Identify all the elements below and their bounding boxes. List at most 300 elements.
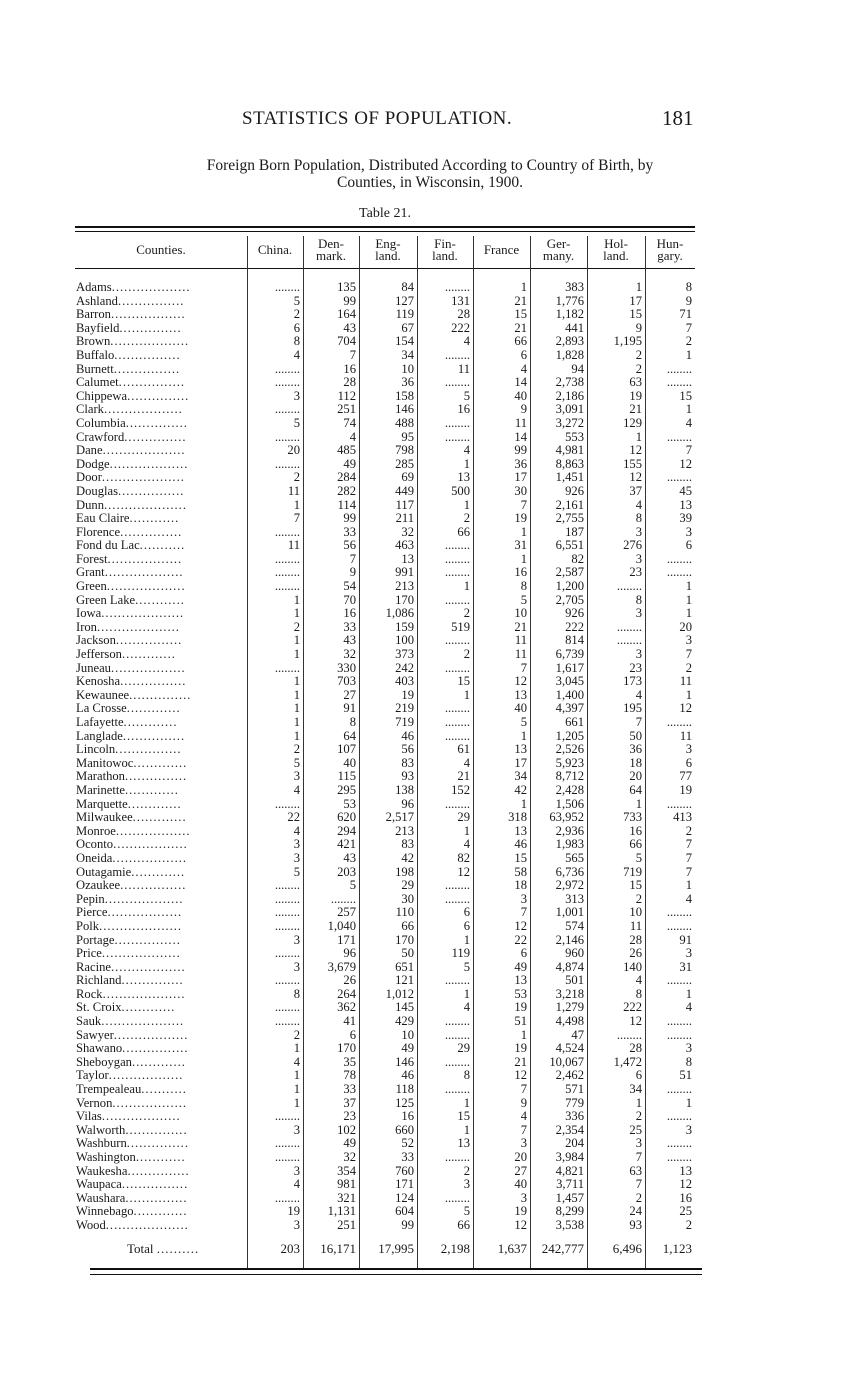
cell-holland: 195 xyxy=(623,702,642,716)
cell-germany: 6,739 xyxy=(555,648,584,662)
cell-china: 1 xyxy=(293,675,300,689)
cell-france: 40 xyxy=(514,389,527,403)
cell-denmark: 620 xyxy=(337,811,356,825)
cell-china: ........ xyxy=(274,376,300,390)
cell-germany: 565 xyxy=(565,851,584,865)
cell-china: ........ xyxy=(274,552,300,566)
cell-hungary: 2 xyxy=(685,1218,692,1232)
cell-france: 12 xyxy=(514,1069,527,1083)
cell-china: 5 xyxy=(293,294,300,308)
cell-hungary: 413 xyxy=(673,811,692,825)
cell-germany: 204 xyxy=(565,1137,584,1151)
county-name: Manitowoc............. xyxy=(76,756,188,770)
cell-denmark: 28 xyxy=(343,376,356,390)
cell-france: 7 xyxy=(520,1083,527,1097)
cell-france: 6 xyxy=(520,348,527,362)
cell-finland: ........ xyxy=(444,634,470,648)
cell-holland: 23 xyxy=(629,661,642,675)
table-row xyxy=(75,743,695,757)
cell-germany: 94 xyxy=(571,362,584,376)
cell-hungary: ........ xyxy=(666,906,692,920)
cell-finland: 61 xyxy=(457,743,470,757)
cell-holland: 1 xyxy=(635,797,642,811)
cell-hungary: ........ xyxy=(666,716,692,729)
cell-england: 146 xyxy=(395,403,414,417)
total-denmark: 16,171 xyxy=(320,1241,356,1256)
county-name: Washington............ xyxy=(76,1151,186,1164)
cell-hungary: 19 xyxy=(679,783,692,797)
cell-england: 34 xyxy=(401,348,414,362)
cell-china: 4 xyxy=(293,824,300,838)
cell-china: 6 xyxy=(293,321,300,335)
cell-england: 46 xyxy=(401,1069,414,1083)
cell-china: ........ xyxy=(274,947,300,961)
cell-germany: 4,821 xyxy=(555,1164,584,1178)
cell-finland: ........ xyxy=(444,348,470,362)
cell-finland: ........ xyxy=(444,1191,470,1205)
cell-france: 4 xyxy=(520,1110,527,1124)
cell-germany: 2,738 xyxy=(555,376,584,390)
cell-finland: 131 xyxy=(451,294,470,308)
cell-holland: 34 xyxy=(629,1083,642,1097)
cell-england: 50 xyxy=(401,947,414,961)
bottom-rule-thick xyxy=(90,1268,702,1270)
table-row xyxy=(75,716,695,730)
cell-finland: ........ xyxy=(444,974,470,988)
cell-holland: ........ xyxy=(616,1028,642,1042)
cell-france: 34 xyxy=(514,770,527,784)
cell-finland: 29 xyxy=(457,811,470,825)
cell-china: 4 xyxy=(293,1055,300,1069)
cell-finland: 1 xyxy=(463,457,470,471)
table-row xyxy=(75,784,695,798)
cell-finland: 29 xyxy=(457,1042,470,1056)
cell-hungary: ........ xyxy=(666,1151,692,1164)
cell-france: 13 xyxy=(514,824,527,838)
table-row xyxy=(75,1069,695,1083)
cell-denmark: 8 xyxy=(349,716,356,729)
cell-china: 4 xyxy=(293,783,300,797)
cell-germany: 2,186 xyxy=(555,389,584,403)
cell-hungary: ........ xyxy=(666,362,692,376)
cell-france: 27 xyxy=(514,1164,527,1178)
cell-germany: 1,828 xyxy=(555,348,584,362)
cell-france: 1 xyxy=(520,552,527,566)
cell-france: 21 xyxy=(514,1055,527,1069)
cell-france: 1 xyxy=(520,729,527,743)
cell-hungary: 13 xyxy=(679,498,692,512)
cell-china: 1 xyxy=(293,688,300,702)
table-row xyxy=(75,390,695,404)
cell-hungary: 1 xyxy=(685,879,692,893)
table-row xyxy=(75,838,695,852)
cell-hungary: 1 xyxy=(685,580,692,594)
table-row xyxy=(75,1151,695,1165)
cell-germany: 2,354 xyxy=(555,1123,584,1137)
cell-germany: 926 xyxy=(565,484,584,498)
table-row xyxy=(75,363,695,377)
cell-england: 30 xyxy=(401,892,414,906)
table-row xyxy=(75,920,695,934)
cell-holland: 26 xyxy=(629,947,642,961)
table-row xyxy=(75,770,695,784)
cell-germany: 6,736 xyxy=(555,865,584,879)
cell-holland: 1 xyxy=(635,430,642,444)
cell-china: 3 xyxy=(293,1218,300,1232)
cell-china: ........ xyxy=(274,906,300,920)
cell-denmark: 43 xyxy=(343,851,356,865)
cell-denmark: 23 xyxy=(343,1110,356,1124)
table-row xyxy=(75,512,695,526)
total-row xyxy=(75,1239,695,1259)
cell-hungary: 12 xyxy=(679,457,692,471)
cell-denmark: 43 xyxy=(343,634,356,648)
table-row xyxy=(75,1165,695,1179)
table-row xyxy=(75,295,695,309)
cell-denmark: 3,679 xyxy=(327,960,356,974)
cell-france: 318 xyxy=(508,811,527,825)
cell-france: 15 xyxy=(514,308,527,322)
cell-hungary: 13 xyxy=(679,1164,692,1178)
cell-germany: 383 xyxy=(565,281,584,294)
cell-hungary: 2 xyxy=(685,824,692,838)
cell-france: 7 xyxy=(520,906,527,920)
cell-denmark: 257 xyxy=(337,906,356,920)
cell-holland: 4 xyxy=(635,688,642,702)
cell-england: 429 xyxy=(395,1015,414,1029)
cell-england: 463 xyxy=(395,539,414,553)
cell-denmark: 37 xyxy=(343,1096,356,1110)
cell-china: 5 xyxy=(293,865,300,879)
county-name: Brown................... xyxy=(76,335,190,349)
county-name: Chippewa............... xyxy=(76,389,190,403)
table-row xyxy=(75,417,695,431)
cell-china: 3 xyxy=(293,838,300,852)
cell-china: 3 xyxy=(293,933,300,947)
cell-china: 3 xyxy=(293,1123,300,1137)
cell-denmark: 135 xyxy=(337,281,356,294)
cell-hungary: ........ xyxy=(666,1028,692,1042)
cell-holland: 1 xyxy=(635,281,642,294)
cell-france: 11 xyxy=(514,634,527,648)
cell-denmark: 99 xyxy=(343,294,356,308)
cell-hungary: 7 xyxy=(685,444,692,458)
total-label: Total .......... xyxy=(127,1241,200,1256)
cell-germany: 2,462 xyxy=(555,1069,584,1083)
county-name: Douglas................ xyxy=(76,484,185,498)
cell-china: ........ xyxy=(274,580,300,594)
cell-england: 10 xyxy=(401,1028,414,1042)
county-name: Wood.................... xyxy=(76,1218,189,1232)
cell-holland: 129 xyxy=(623,416,642,430)
cell-denmark: 284 xyxy=(337,471,356,485)
cell-finland: ........ xyxy=(444,1083,470,1097)
table-row xyxy=(75,1192,695,1206)
cell-germany: 63,952 xyxy=(549,811,584,825)
cell-finland: 2 xyxy=(463,607,470,621)
county-name: Washburn............... xyxy=(76,1137,189,1151)
cell-china: ........ xyxy=(274,1110,300,1124)
cell-hungary: 6 xyxy=(685,756,692,770)
cell-france: 1 xyxy=(520,281,527,294)
cell-finland: 2 xyxy=(463,1164,470,1178)
cell-denmark: 704 xyxy=(337,335,356,349)
caption-line-1: Foreign Born Population, Distributed According to Country of Birth, by xyxy=(206,157,654,174)
county-name: Eau Claire............ xyxy=(76,512,180,526)
cell-holland: 28 xyxy=(629,933,642,947)
cell-finland: ........ xyxy=(444,716,470,729)
cell-hungary: ........ xyxy=(666,1110,692,1124)
cell-holland: 2 xyxy=(635,892,642,906)
county-name: Monroe.................. xyxy=(76,824,191,838)
cell-holland: 1 xyxy=(635,1096,642,1110)
cell-hungary: 7 xyxy=(685,648,692,662)
cell-finland: 152 xyxy=(451,783,470,797)
cell-finland: ........ xyxy=(444,1028,470,1042)
cell-germany: 3,045 xyxy=(555,675,584,689)
county-name: Jefferson............. xyxy=(76,648,176,662)
county-name: Shawano................ xyxy=(76,1042,189,1056)
cell-germany: 8,863 xyxy=(555,457,584,471)
cell-finland: ........ xyxy=(444,879,470,893)
cell-holland: 2 xyxy=(635,1110,642,1124)
cell-germany: 2,893 xyxy=(555,335,584,349)
county-name: Crawford............... xyxy=(76,430,187,444)
cell-hungary: 1 xyxy=(685,348,692,362)
county-name: Dunn.................... xyxy=(76,498,187,512)
cell-france: 66 xyxy=(514,335,527,349)
cell-france: 6 xyxy=(520,947,527,961)
county-name: Marathon............... xyxy=(76,770,188,784)
cell-finland: ........ xyxy=(444,539,470,553)
cell-france: 13 xyxy=(514,743,527,757)
cell-holland: 17 xyxy=(629,294,642,308)
cell-holland: 21 xyxy=(629,403,642,417)
cell-england: 760 xyxy=(395,1164,414,1178)
cell-hungary: 91 xyxy=(679,933,692,947)
cell-denmark: 7 xyxy=(349,348,356,362)
cell-france: 51 xyxy=(514,1015,527,1029)
cell-england: 83 xyxy=(401,838,414,852)
cell-china: 1 xyxy=(293,729,300,743)
header-germany: Ger- many. xyxy=(542,236,575,263)
cell-china: 3 xyxy=(293,851,300,865)
cell-germany: 553 xyxy=(565,430,584,444)
cell-china: 3 xyxy=(293,960,300,974)
cell-england: 10 xyxy=(401,362,414,376)
cell-holland: 6 xyxy=(635,1069,642,1083)
county-name: Pierce.................. xyxy=(76,906,183,920)
cell-england: 83 xyxy=(401,756,414,770)
cell-denmark: 5 xyxy=(349,879,356,893)
table-row xyxy=(75,798,695,812)
cell-holland: 2 xyxy=(635,1191,642,1205)
total-finland: 2,198 xyxy=(440,1241,470,1256)
cell-holland: 15 xyxy=(629,879,642,893)
cell-denmark: 54 xyxy=(343,580,356,594)
cell-holland: ........ xyxy=(616,620,642,634)
cell-england: 69 xyxy=(401,471,414,485)
cell-france: 12 xyxy=(514,919,527,933)
cell-holland: 8 xyxy=(635,512,642,526)
cell-china: ........ xyxy=(274,430,300,444)
cell-france: 19 xyxy=(514,1042,527,1056)
cell-germany: 3,091 xyxy=(555,403,584,417)
county-name: Lafayette............. xyxy=(76,716,178,729)
cell-germany: 2,428 xyxy=(555,783,584,797)
cell-germany: 3,984 xyxy=(555,1151,584,1164)
county-name: Winnebago............. xyxy=(76,1205,188,1219)
cell-denmark: 64 xyxy=(343,729,356,743)
cell-england: 213 xyxy=(395,580,414,594)
county-name: Burnett................ xyxy=(76,362,181,376)
table-row xyxy=(75,648,695,662)
cell-germany: 2,936 xyxy=(555,824,584,838)
cell-hungary: ........ xyxy=(666,471,692,485)
cell-england: 124 xyxy=(395,1191,414,1205)
cell-holland: 140 xyxy=(623,960,642,974)
top-rule-thick xyxy=(75,226,695,228)
cell-england: 121 xyxy=(395,974,414,988)
cell-china: ........ xyxy=(274,457,300,471)
total-china: 203 xyxy=(280,1241,300,1256)
cell-france: 31 xyxy=(514,539,527,553)
cell-france: 9 xyxy=(520,1096,527,1110)
cell-finland: 15 xyxy=(457,675,470,689)
cell-denmark: 703 xyxy=(337,675,356,689)
cell-germany: 4,981 xyxy=(555,444,584,458)
cell-hungary: 71 xyxy=(679,308,692,322)
cell-china: ........ xyxy=(274,892,300,906)
county-name: Juneau.................. xyxy=(76,661,186,675)
cell-holland: 222 xyxy=(623,1001,642,1015)
cell-england: 117 xyxy=(395,498,414,512)
cell-germany: 4,397 xyxy=(555,702,584,716)
cell-denmark: 114 xyxy=(337,498,356,512)
cell-hungary: 4 xyxy=(685,416,692,430)
table-row xyxy=(75,634,695,648)
cell-finland: 6 xyxy=(463,919,470,933)
cell-england: 49 xyxy=(401,1042,414,1056)
cell-denmark: 102 xyxy=(337,1123,356,1137)
cell-france: 19 xyxy=(514,1205,527,1219)
cell-denmark: 53 xyxy=(343,797,356,811)
county-name: Sauk.................... xyxy=(76,1015,185,1029)
cell-holland: 733 xyxy=(623,811,642,825)
table-row xyxy=(75,1029,695,1043)
cell-holland: 37 xyxy=(629,484,642,498)
cell-finland: 5 xyxy=(463,960,470,974)
cell-denmark: 56 xyxy=(343,539,356,553)
cell-finland: ........ xyxy=(444,1055,470,1069)
cell-france: 1 xyxy=(520,525,527,539)
cell-germany: 571 xyxy=(565,1083,584,1097)
cell-holland: 9 xyxy=(635,321,642,335)
cell-denmark: 32 xyxy=(343,1151,356,1164)
cell-china: 1 xyxy=(293,1083,300,1097)
cell-finland: 519 xyxy=(451,620,470,634)
cell-denmark: 91 xyxy=(343,702,356,716)
cell-germany: 2,587 xyxy=(555,566,584,580)
cell-denmark: 35 xyxy=(343,1055,356,1069)
county-name: Oconto.................. xyxy=(76,838,188,852)
cell-germany: 2,972 xyxy=(555,879,584,893)
cell-germany: 187 xyxy=(565,525,584,539)
column-header-row xyxy=(75,232,695,268)
cell-germany: 10,067 xyxy=(549,1055,584,1069)
page-number: 181 xyxy=(662,106,694,130)
cell-england: 660 xyxy=(395,1123,414,1137)
cell-holland: 63 xyxy=(629,376,642,390)
cell-france: 19 xyxy=(514,1001,527,1015)
table-row xyxy=(75,893,695,907)
cell-germany: 661 xyxy=(565,716,584,729)
cell-england: 13 xyxy=(401,552,414,566)
running-title: STATISTICS OF POPULATION. xyxy=(242,108,513,129)
cell-germany: 1,506 xyxy=(555,797,584,811)
cell-england: 198 xyxy=(395,865,414,879)
county-name: Richland............... xyxy=(76,974,184,988)
cell-denmark: 16 xyxy=(343,362,356,376)
cell-france: 10 xyxy=(514,607,527,621)
cell-china: ........ xyxy=(274,281,300,294)
county-name: Dodge................... xyxy=(76,457,189,471)
county-name: Outagamie............. xyxy=(76,865,186,879)
county-name: Oneida.................. xyxy=(76,851,188,865)
cell-holland: 1,472 xyxy=(613,1055,642,1069)
cell-germany: 222 xyxy=(565,620,584,634)
cell-holland: 64 xyxy=(629,783,642,797)
bottom-rule-thin xyxy=(90,1274,702,1275)
cell-france: 17 xyxy=(514,471,527,485)
cell-france: 7 xyxy=(520,661,527,675)
table-row xyxy=(75,1001,695,1015)
cell-denmark: 49 xyxy=(343,1137,356,1151)
cell-china: 5 xyxy=(293,756,300,770)
cell-holland: 18 xyxy=(629,756,642,770)
cell-hungary: 6 xyxy=(685,539,692,553)
table-row xyxy=(75,1205,695,1219)
cell-china: 3 xyxy=(293,389,300,403)
cell-holland: 3 xyxy=(635,648,642,662)
county-name: Florence............... xyxy=(76,525,183,539)
cell-china: 1 xyxy=(293,716,300,729)
cell-england: 95 xyxy=(401,430,414,444)
cell-china: ........ xyxy=(274,974,300,988)
cell-holland: 5 xyxy=(635,851,642,865)
cell-china: 1 xyxy=(293,593,300,607)
cell-england: 56 xyxy=(401,743,414,757)
cell-england: 33 xyxy=(401,1151,414,1164)
cell-holland: 28 xyxy=(629,1042,642,1056)
county-name: Buffalo................ xyxy=(76,348,181,362)
cell-germany: 313 xyxy=(565,892,584,906)
cell-hungary: 12 xyxy=(679,1178,692,1192)
county-name: Polk.................... xyxy=(76,919,183,933)
county-name: Bayfield............... xyxy=(76,321,182,335)
table-row xyxy=(75,1137,695,1151)
cell-germany: 2,146 xyxy=(555,933,584,947)
cell-finland: 1 xyxy=(463,933,470,947)
county-name: Vernon.................. xyxy=(76,1096,188,1110)
cell-finland: ........ xyxy=(444,552,470,566)
cell-china: ........ xyxy=(274,661,300,675)
cell-england: 604 xyxy=(395,1205,414,1219)
table-row xyxy=(75,961,695,975)
cell-england: 119 xyxy=(395,308,414,322)
cell-china: 4 xyxy=(293,348,300,362)
table-row xyxy=(75,403,695,417)
